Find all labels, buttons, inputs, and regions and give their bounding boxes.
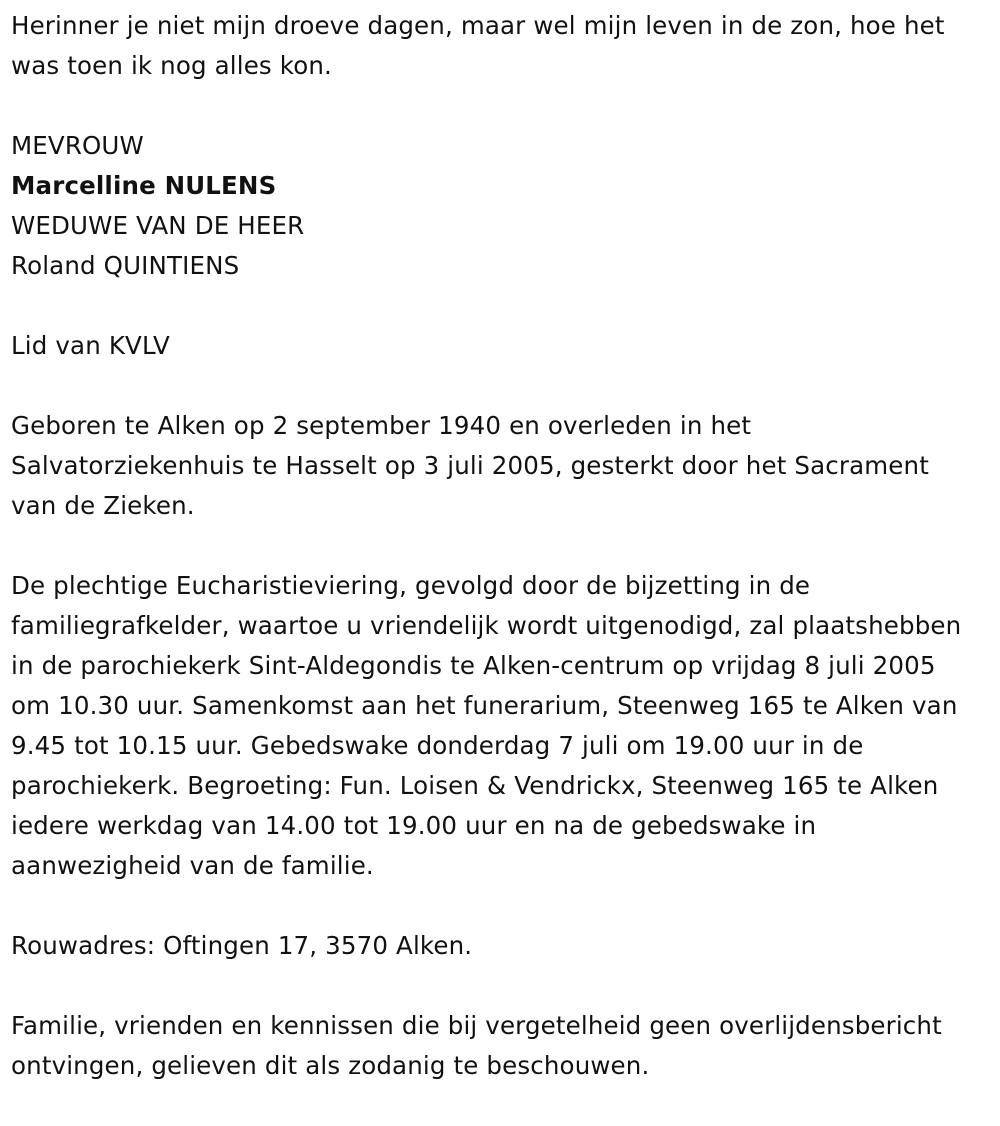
- closing-paragraph: Familie, vrienden en kennissen die bij vergetelheid geen overlijdensbericht ontvingen, gelieven dit als zodanig te beschouwen.: [11, 1011, 942, 1080]
- birth-death-paragraph: Geboren te Alken op 2 september 1940 en overleden in het Salvatorziekenhuis te Hasselt op 3 juli 2005, gesterkt door het Sacrament van de Zieken.: [11, 411, 929, 520]
- relation-label: WEDUWE VAN DE HEER: [11, 211, 305, 240]
- mourning-address: Rouwadres: Oftingen 17, 3570 Alken.: [11, 931, 473, 960]
- title-prefix: MEVROUW: [11, 131, 144, 160]
- membership-line: Lid van KVLV: [11, 331, 170, 360]
- deceased-header: [11, 126, 982, 286]
- intro-quote: Herinner je niet mijn droeve dagen, maar wel mijn leven in de zon, hoe het was toen ik nog alles kon.: [11, 11, 945, 80]
- spacer: [11, 966, 982, 1006]
- spacer: [11, 286, 982, 326]
- spacer: [11, 526, 982, 566]
- deceased-name: Marcelline NULENS: [11, 171, 277, 200]
- ceremony-paragraph: De plechtige Eucharistieviering, gevolgd door de bijzetting in de familiegrafkelder, waartoe u vriendelijk wordt uitgenodigd, zal plaatshebben in de parochiekerk Sint-Aldegondis te Alken-centrum op vrijdag 8 juli 2005 om 10.30 uur. Samenkomst aan het funerarium, Steenweg 165 te Alken van 9.45 tot 10.15 uur. Gebedswake donderdag 7 juli om 19.00 uur in de parochiekerk. Begroeting: Fun. Loisen & Vendrickx, Steenweg 165 te Alken iedere werkdag van 14.00 tot 19.00 uur en na de gebedswake in aanwezigheid van de familie.: [11, 571, 962, 880]
- spacer: [11, 366, 982, 406]
- spacer: [11, 886, 982, 926]
- spouse-name: Roland QUINTIENS: [11, 251, 240, 280]
- spacer: [11, 86, 982, 126]
